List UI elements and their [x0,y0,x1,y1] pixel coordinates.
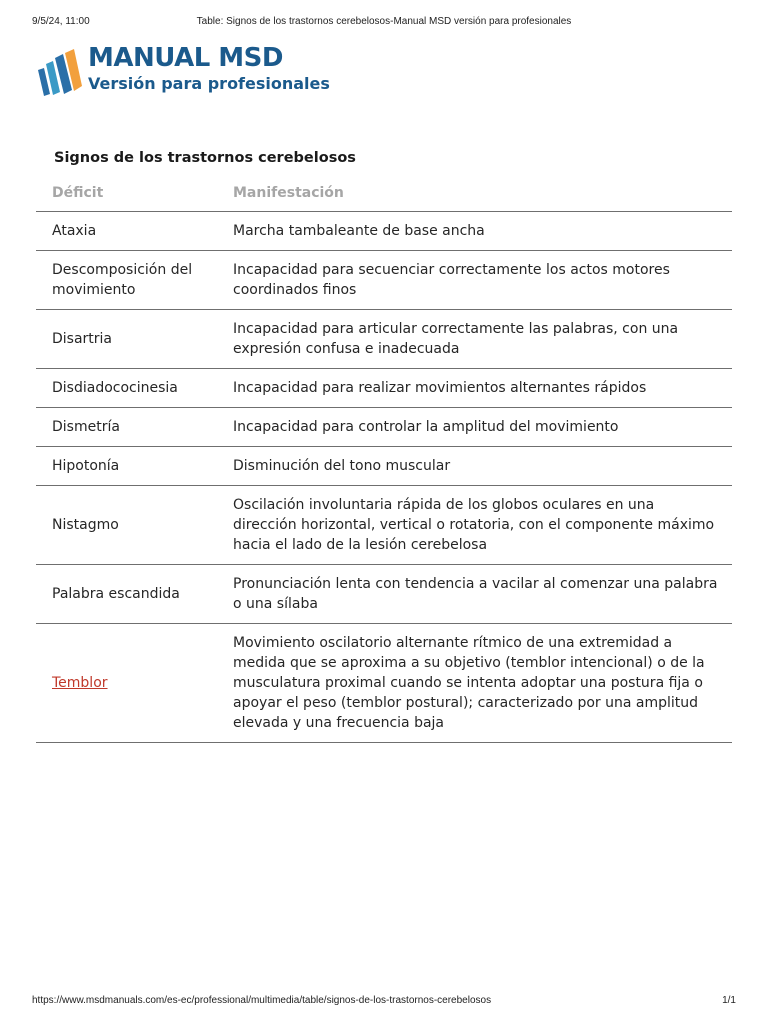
print-header [0,16,768,30]
print-url: https://www.msdmanuals.com/es-ec/professional/multimedia/table/signos-de-los-trastornos-cerebelosos [32,995,492,1006]
deficit-cell: Palabra escandida [36,565,233,624]
manifestation-cell: Marcha tambaleante de base ancha [233,212,732,251]
table-row [36,447,732,486]
print-datetime: 9/5/24, 11:00 [32,16,90,27]
logo-title: MANUAL MSD [88,43,283,73]
column-header-manifestation: Manifestación [233,175,732,212]
deficit-cell: Descomposición del movimiento [36,251,233,310]
table-title: Signos de los trastornos cerebelosos [54,150,356,166]
deficit-cell: Nistagmo [36,486,233,565]
manifestation-cell: Incapacidad para controlar la amplitud del movimiento [233,408,732,447]
msd-logo-mark-icon [36,48,84,98]
deficit-cell: Disdiadococinesia [36,369,233,408]
table-row [36,486,732,565]
table-row [36,408,732,447]
table-row [36,369,732,408]
table-row [36,251,732,310]
table-header-row [36,175,732,212]
deficit-cell [36,624,233,743]
manifestation-cell: Pronunciación lenta con tendencia a vacilar al comenzar una palabra o una sílaba [233,565,732,624]
manifestation-cell: Incapacidad para articular correctamente las palabras, con una expresión confusa e inadecuada [233,310,732,369]
table-row [36,310,732,369]
table-row [36,212,732,251]
msd-manual-logo[interactable] [36,43,366,98]
manifestation-cell: Movimiento oscilatorio alternante rítmico de una extremidad a medida que se aproxima a su objetivo (temblor intencional) o de la musculatura proximal cuando se intenta adoptar una postura fija o apoyar el peso (temblor postural); caracterizado por una amplitud elevada y una frecuencia baja [233,624,732,743]
page-number: 1/1 [722,995,736,1006]
deficit-cell: Dismetría [36,408,233,447]
deficit-cell: Disartria [36,310,233,369]
manifestation-cell: Incapacidad para realizar movimientos alternantes rápidos [233,369,732,408]
logo-subtitle: Versión para profesionales [88,74,330,93]
print-page-title: Table: Signos de los trastornos cerebelosos-Manual MSD versión para profesionales [196,16,572,27]
signs-table [36,175,732,743]
temblor-link[interactable]: Temblor [52,675,108,691]
deficit-cell: Ataxia [36,212,233,251]
deficit-cell: Hipotonía [36,447,233,486]
table-row [36,624,732,743]
column-header-deficit: Déficit [36,175,233,212]
manifestation-cell: Disminución del tono muscular [233,447,732,486]
print-footer [0,995,768,1009]
manifestation-cell: Incapacidad para secuenciar correctamente los actos motores coordinados finos [233,251,732,310]
table-row [36,565,732,624]
manifestation-cell: Oscilación involuntaria rápida de los globos oculares en una dirección horizontal, vertical o rotatoria, con el componente máximo hacia el lado de la lesión cerebelosa [233,486,732,565]
